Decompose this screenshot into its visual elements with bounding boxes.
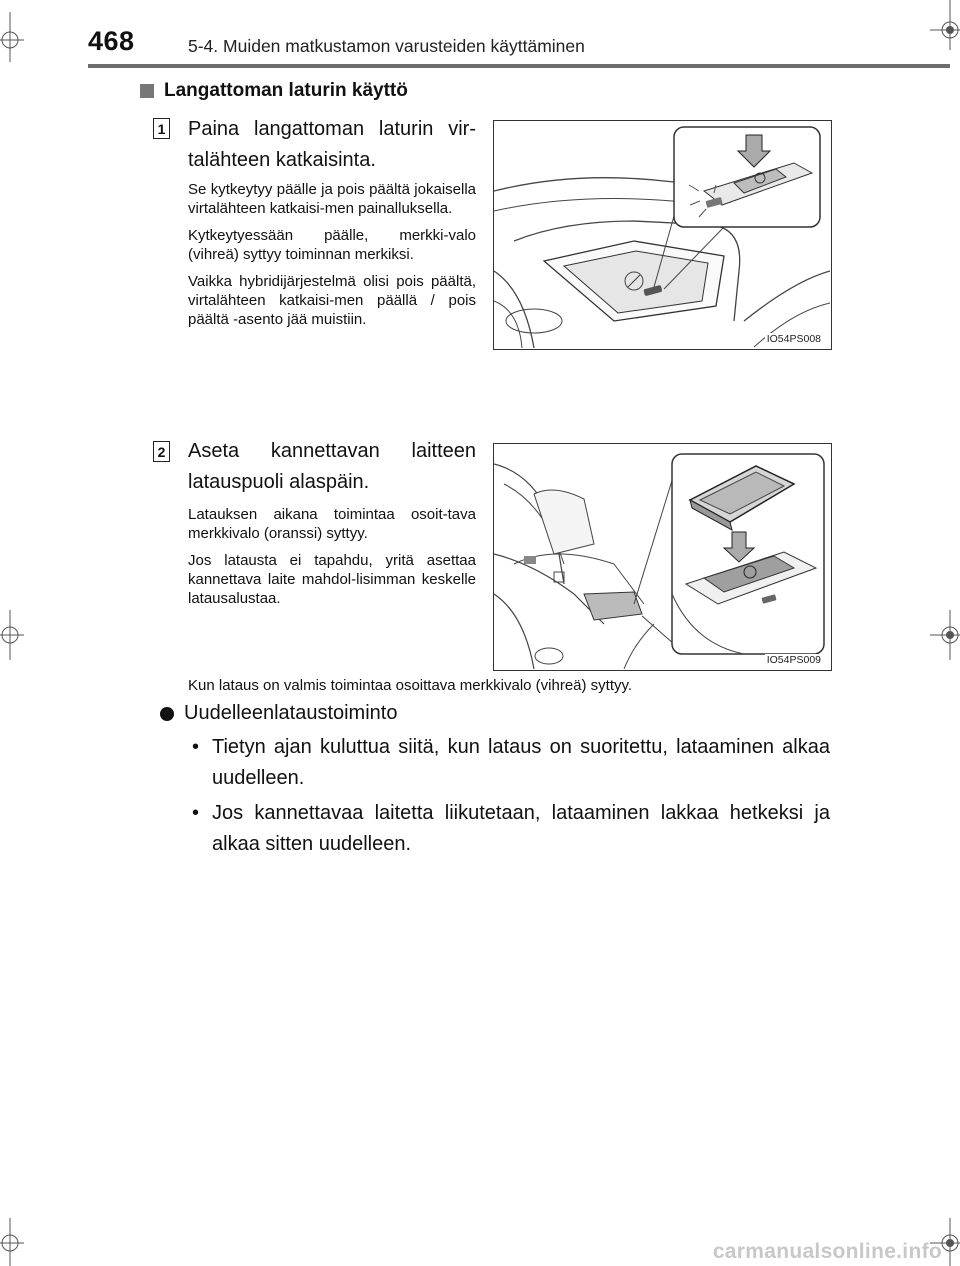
list-item-text: Jos kannettavaa laitetta liikutetaan, lataaminen lakkaa hetkeksi ja alkaa sitten uudelleen. <box>212 802 830 855</box>
section-title: 5-4. Muiden matkustamon varusteiden käyttäminen <box>188 36 585 56</box>
step-2-body <box>188 505 476 608</box>
step-1-title: Paina langattoman laturin vir-talähteen katkaisinta. <box>188 118 476 171</box>
page-number: 468 <box>88 26 135 56</box>
step-2-paragraph: Latauksen aikana toimintaa osoit-tava merkkivalo (oranssi) syttyy. <box>188 506 476 542</box>
crosshair-registration-icon <box>0 1218 24 1266</box>
figure-wireless-charger-switch <box>493 120 832 350</box>
recharge-heading <box>160 702 397 725</box>
step-1-paragraph: Vaikka hybridijärjestelmä olisi pois päältä, virtalähteen katkaisi-men päällä / pois päältä -asento jää muistiin. <box>188 273 476 328</box>
header-divider <box>88 64 950 68</box>
recharge-heading-text: Uudelleenlataustoiminto <box>184 702 398 724</box>
figure-code: IO54PS008 <box>766 333 821 345</box>
recharge-list <box>190 732 830 864</box>
console-switch-illustration <box>494 121 830 348</box>
square-bullet-icon <box>140 84 154 98</box>
list-item <box>190 732 830 794</box>
crosshair-registration-icon <box>0 12 24 62</box>
watermark: carmanualsonline.info <box>712 1240 942 1263</box>
list-item-text: Tietyn ajan kuluttua siitä, kun lataus on suoritettu, lataaminen alkaa uudelleen. <box>212 736 830 789</box>
list-item <box>190 798 830 860</box>
step-2-paragraph: Jos latausta ei tapahdu, yritä asettaa kannettava laite mahdol-lisimman keskelle latausalustaa. <box>188 552 476 607</box>
crosshair-registration-icon <box>930 0 960 50</box>
step-1-body <box>188 180 476 329</box>
step-1-paragraph: Kytkeytyessään päälle, merkki-valo (vihreä) syttyy toiminnan merkiksi. <box>188 227 476 263</box>
section-heading <box>140 80 408 102</box>
figure-code: IO54PS009 <box>766 654 821 666</box>
step-1-paragraph: Se kytkeytyy päälle ja pois päältä jokaisella virtalähteen katkaisi-men painalluksella. <box>188 181 476 217</box>
crosshair-registration-icon <box>0 610 24 660</box>
section-heading-text: Langattoman laturin käyttö <box>164 80 408 101</box>
console-device-illustration <box>494 444 830 669</box>
completion-note: Kun lataus on valmis toimintaa osoittava merkkivalo (vihreä) syttyy. <box>188 677 633 694</box>
step-2-title: Aseta kannettavan laitteen latauspuoli alaspäin. <box>188 440 476 493</box>
step-number-1: 1 <box>153 118 170 139</box>
figure-place-device-on-charger <box>493 443 832 671</box>
crosshair-registration-icon <box>930 610 960 660</box>
bullet-mark: • <box>192 736 200 758</box>
bullet-mark: • <box>192 802 200 824</box>
step-number-2: 2 <box>153 441 170 462</box>
circle-bullet-icon <box>160 707 174 721</box>
